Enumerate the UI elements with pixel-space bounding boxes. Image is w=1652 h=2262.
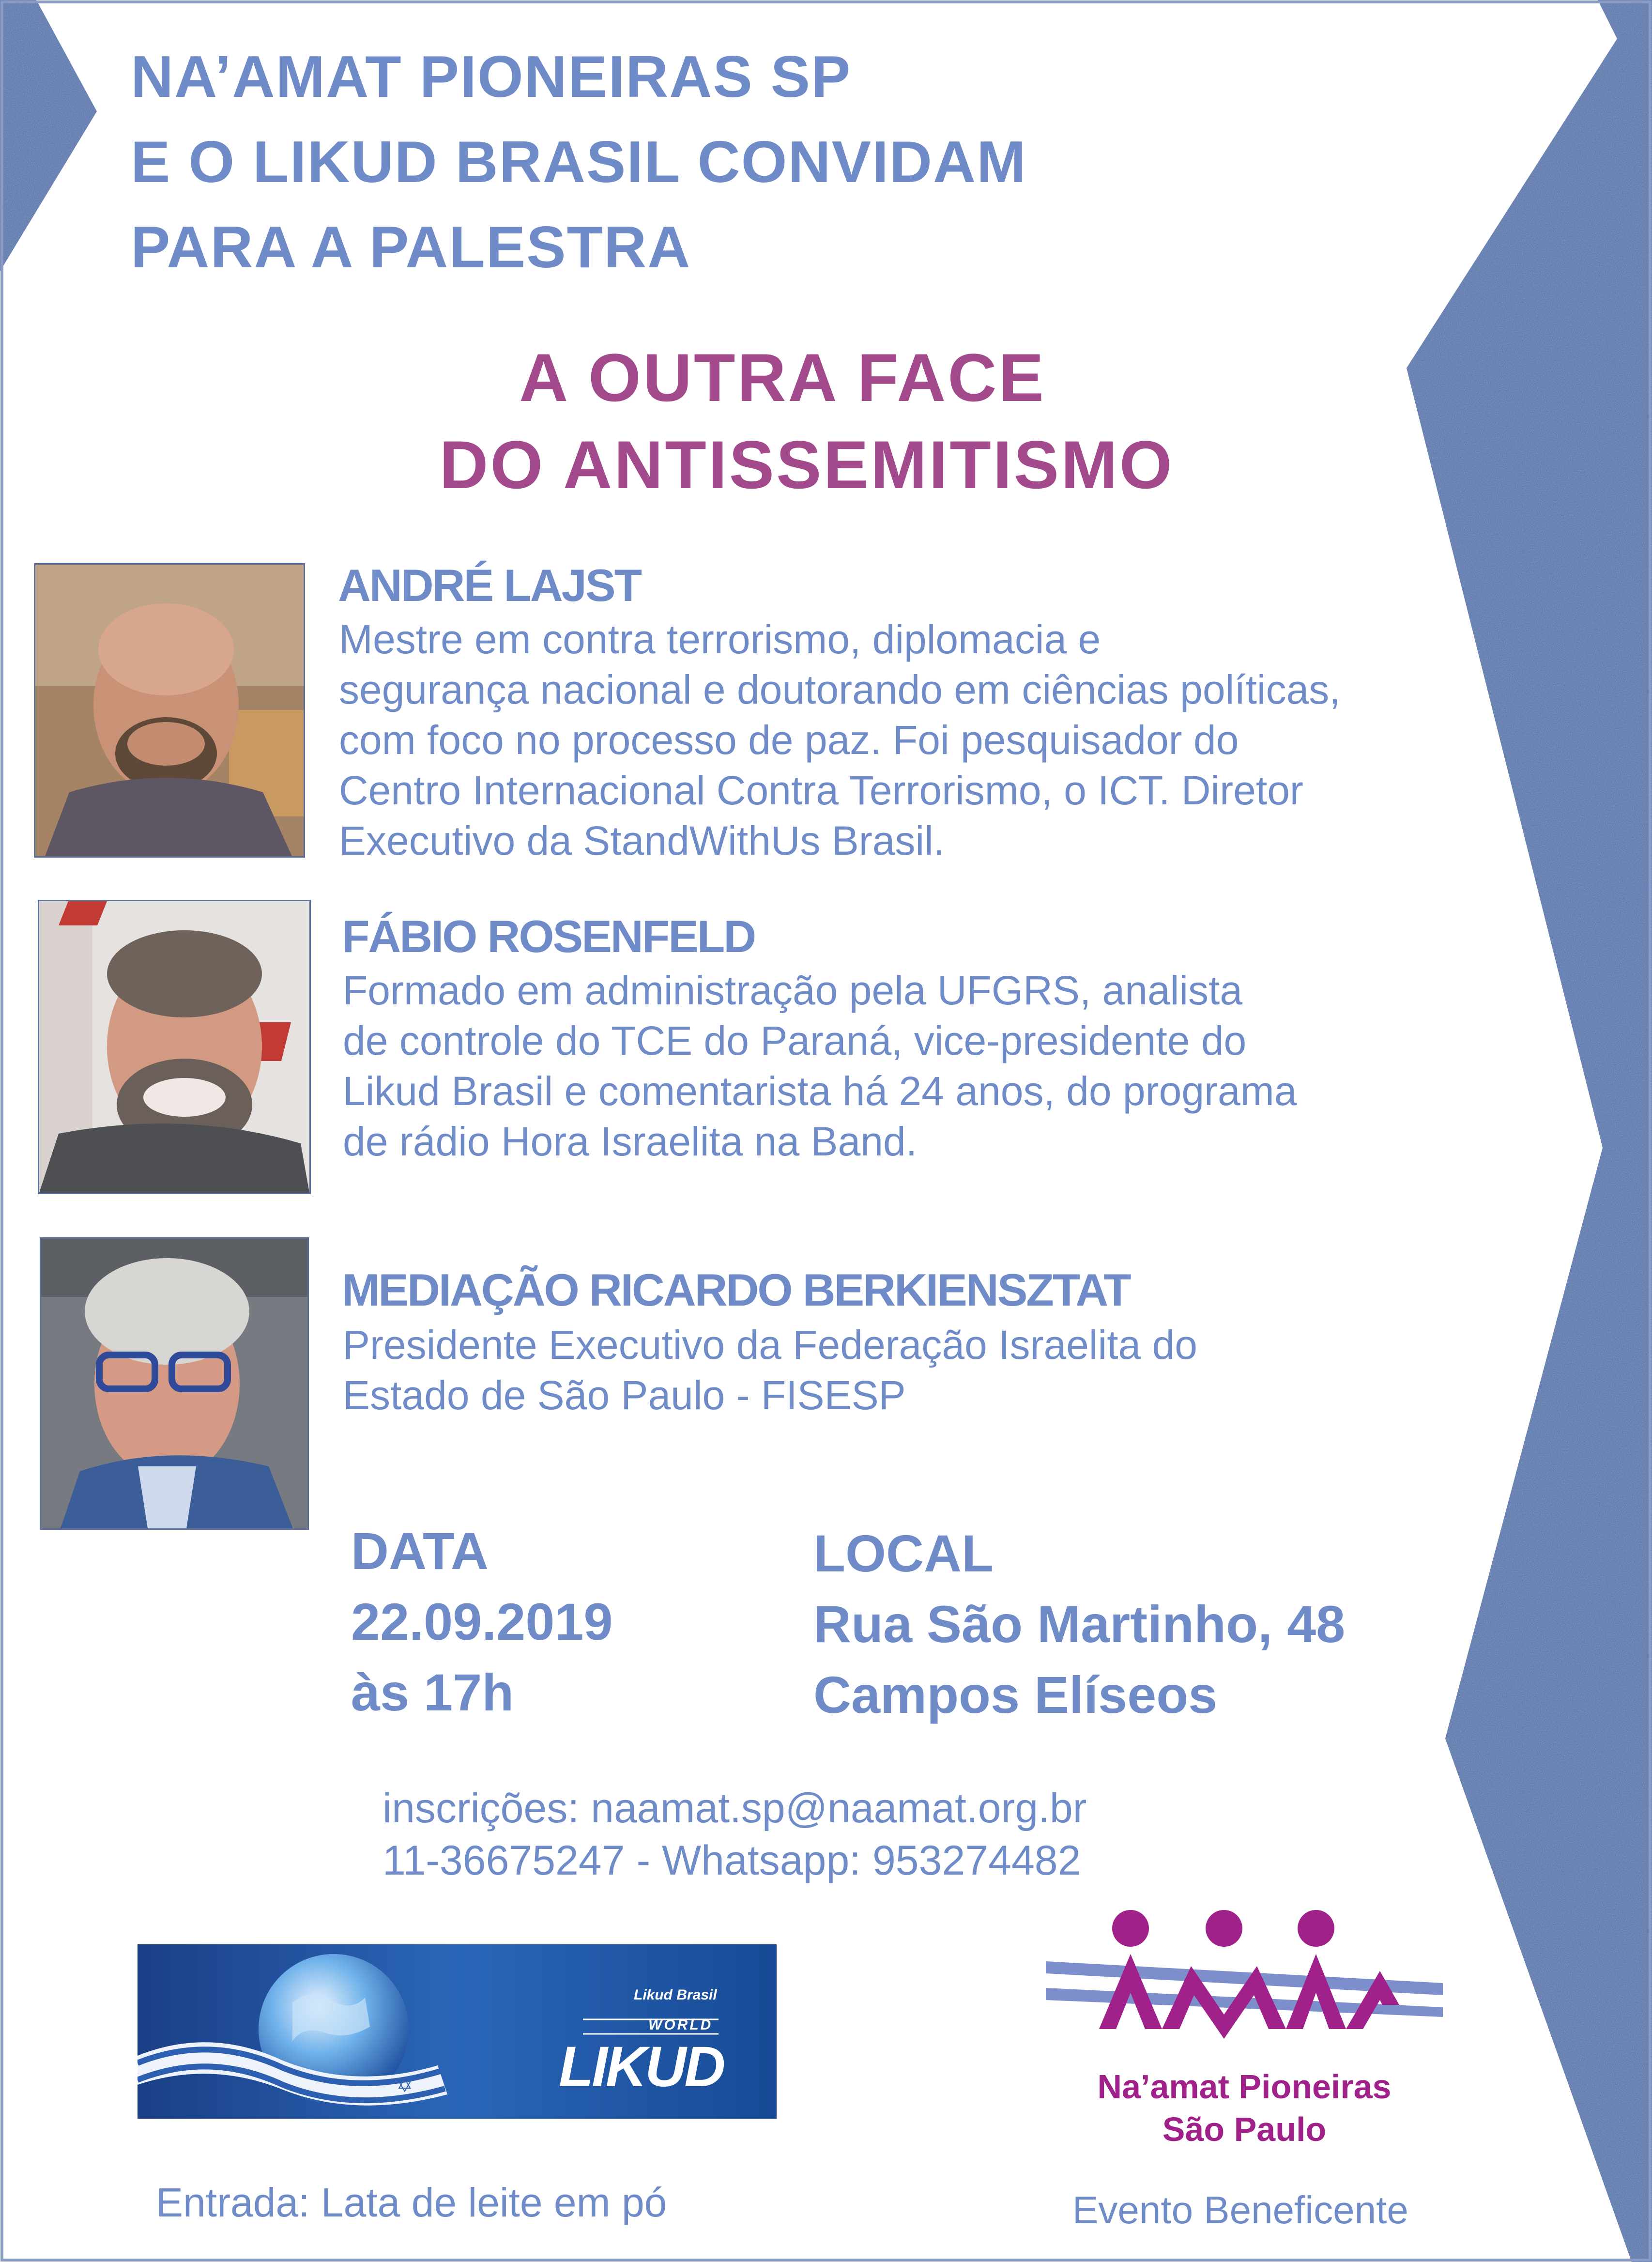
- bio-line: de controle do TCE do Paraná, vice-presidente do: [343, 1018, 1247, 1063]
- bio-line: Mestre em contra terrorismo, diplomacia e: [339, 616, 1101, 662]
- bio-line: Centro Internacional Contra Terrorismo, o ICT. Diretor: [339, 768, 1303, 813]
- date-label: DATA: [351, 1522, 489, 1580]
- star-of-david-icon: ✡: [397, 2075, 413, 2097]
- speaker-photo-andre: [34, 563, 305, 858]
- bio-line: de rádio Hora Israelita na Band.: [343, 1119, 918, 1164]
- likud-brand: LIKUD: [559, 2035, 724, 2099]
- speaker-name: FÁBIO ROSENFELD: [342, 911, 755, 962]
- bio-line: Executivo da StandWithUs Brasil.: [339, 818, 945, 863]
- speaker-photo-fabio: [38, 900, 311, 1194]
- bio-line: Presidente Executivo da Federação Israelita do: [343, 1322, 1198, 1368]
- naamat-logo: [1041, 1908, 1448, 2160]
- likud-logo: [138, 1944, 777, 2119]
- bio-line: segurança nacional e doutorando em ciências políticas,: [339, 667, 1341, 712]
- bio-line: Formado em administração pela UFGRS, analista: [343, 968, 1243, 1013]
- location-label: LOCAL: [813, 1524, 994, 1583]
- header-line: E O LIKUD BRASIL CONVIDAM: [131, 129, 1027, 195]
- title-line: DO ANTISSEMITISMO: [439, 427, 1174, 503]
- likud-brasil-label: Likud Brasil: [634, 1987, 717, 2003]
- event-date: 22.09.2019: [351, 1592, 613, 1651]
- event-district: Campos Elíseos: [813, 1665, 1218, 1724]
- event-date-block: [351, 1516, 613, 1728]
- registration-phones: 11-36675247 - Whatsapp: 953274482: [382, 1837, 1081, 1884]
- entry-fee-note: Entrada: Lata de leite em pó: [156, 2180, 667, 2225]
- speaker-bio: [339, 614, 1341, 866]
- naamat-logo-line: São Paulo: [1162, 2110, 1327, 2148]
- event-location-block: [813, 1518, 1345, 1730]
- header-line: PARA A PALESTRA: [131, 214, 691, 280]
- invitation-header: [131, 34, 1027, 290]
- header-line: NA’AMAT PIONEIRAS SP: [131, 44, 852, 109]
- event-address: Rua São Martinho, 48: [813, 1595, 1346, 1653]
- charity-note: Evento Beneficente: [1072, 2188, 1408, 2231]
- lecture-title: [0, 334, 1652, 508]
- mediator-bio: [343, 1320, 1197, 1420]
- left-blue-band: [0, 0, 97, 271]
- bio-line: com foco no processo de paz. Foi pesquisador do: [339, 717, 1239, 763]
- naamat-figures-icon: [1041, 1908, 1448, 2063]
- speaker-name: ANDRÉ LAJST: [338, 560, 641, 611]
- likud-world-label: WORLD: [648, 2017, 713, 2033]
- speaker-photo-ricardo: [40, 1237, 309, 1530]
- bio-line: Likud Brasil e comentarista há 24 anos, do programa: [343, 1068, 1297, 1114]
- speaker-bio: [343, 965, 1297, 1167]
- registration-contact: [382, 1782, 1086, 1887]
- bio-line: Estado de São Paulo - FISESP: [343, 1372, 906, 1418]
- event-time: às 17h: [351, 1663, 514, 1722]
- naamat-logo-line: Na’amat Pioneiras: [1097, 2068, 1392, 2106]
- registration-email: inscrições: naamat.sp@naamat.org.br: [382, 1785, 1087, 1831]
- title-line: A OUTRA FACE: [519, 339, 1046, 415]
- mediator-name: MEDIAÇÃO RICARDO BERKIENSZTAT: [342, 1264, 1130, 1315]
